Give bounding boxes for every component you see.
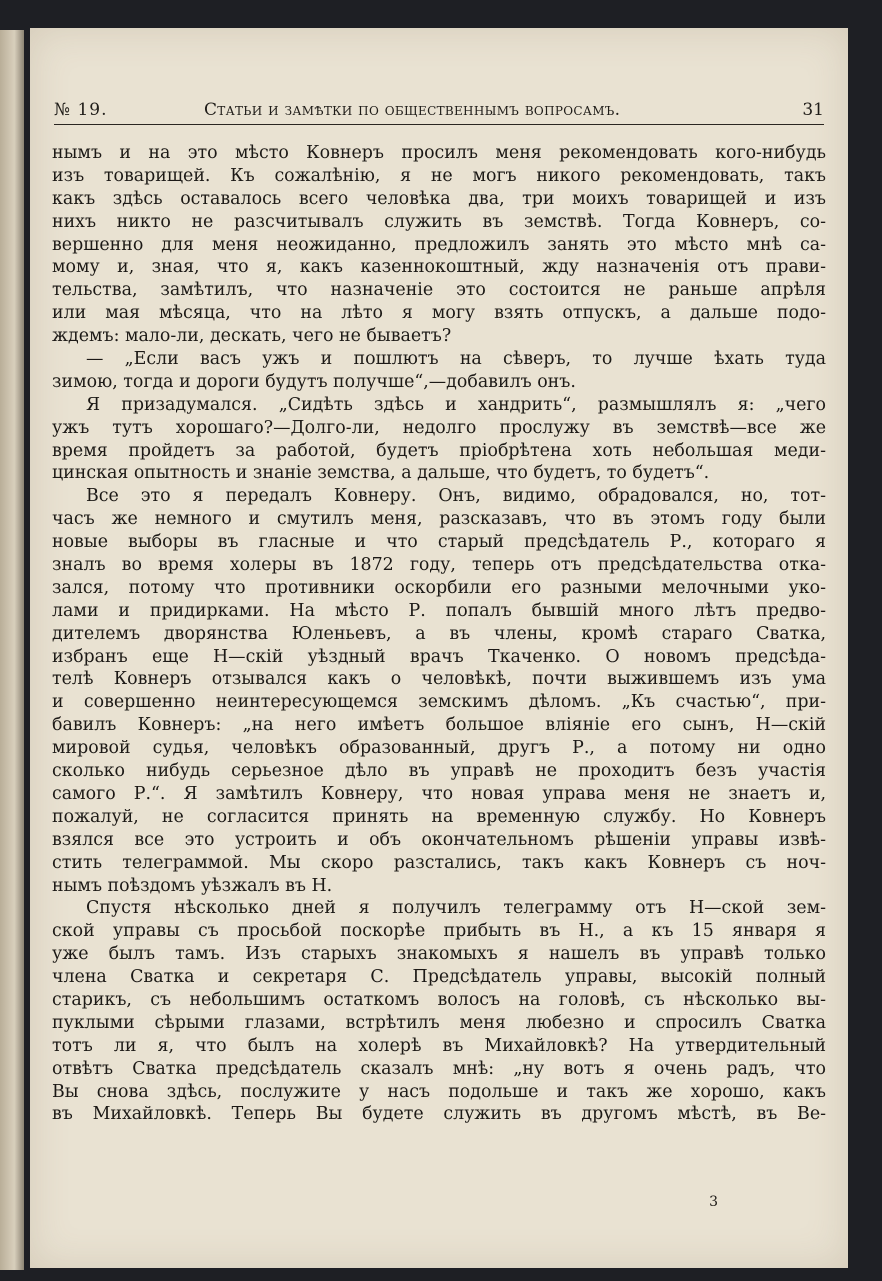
text-line: зался, потому что противники оскорбили его разными мелочными уко-	[52, 577, 826, 598]
text-line: пуклыми сѣрыми глазами, встрѣтилъ меня любезно и спросилъ Сватка	[52, 1012, 826, 1033]
text-line: нихъ никто не разсчитывалъ служить въ земствѣ. Тогда Ковнеръ, со-	[52, 211, 826, 232]
text-line: нымъ и на это мѣсто Ковнеръ просилъ меня рекомендовать кого-нибудь	[52, 143, 826, 163]
text-line: ждемъ: мало-ли, дескать, чего не бываетъ?	[52, 326, 452, 347]
text-line: или мая мѣсяца, что на лѣто я могу взять отпускъ, а дальше подо-	[52, 303, 826, 324]
text-line: и совершенно неинтересующемся земскимъ дѣломъ. „Къ счастью“, при-	[52, 692, 826, 713]
signature-mark: 3	[709, 1194, 718, 1210]
text-line: Вы снова здѣсь, послужите у насъ подольше и такъ же хорошо, какъ	[52, 1081, 826, 1102]
text-line: мому и, зная, что я, какъ казеннокоштный, жду назначенія отъ прави-	[52, 257, 826, 278]
text-line: телѣ Ковнеръ отзывался какъ о человѣкѣ, почти выжившемъ изъ ума	[52, 669, 826, 690]
text-line: мировой судья, человѣкъ образованный, другъ Р., а потому ни одно	[52, 738, 826, 759]
text-line: время пройдетъ за работой, будетъ пріобрѣтена хоть небольшая меди-	[52, 440, 826, 461]
book-page	[30, 28, 848, 1268]
text-line: зналъ во время холеры въ 1872 году, теперь отъ предсѣдательства отка-	[52, 555, 826, 576]
adjacent-page-edge	[0, 30, 24, 1270]
text-line: Все это я передалъ Ковнеру. Онъ, видимо, обрадовался, но, тот-	[86, 486, 826, 507]
text-line: ужъ тутъ хорошаго?—Долго-ли, недолго прослужу въ земствѣ—все же	[52, 417, 826, 438]
issue-number: № 19.	[54, 100, 108, 120]
text-line: сколько нибудь серьезное дѣло въ управѣ не проходитъ безъ участія	[52, 761, 826, 782]
section-title: Статьи и замѣтки по общественнымъ вопросамъ.	[204, 100, 621, 120]
text-line: Я призадумался. „Сидѣть здѣсь и хандрить“, размышлялъ я: „чего	[86, 394, 826, 415]
text-line: вершенно для меня неожиданно, предложилъ занять это мѣсто мнѣ са-	[52, 234, 826, 255]
text-line: взялся все это устроить и объ окончательномъ рѣшеніи управы извѣ-	[52, 829, 826, 850]
text-line: дителемъ дворянства Юленьевъ, а въ члены, кромѣ стараго Сватка,	[52, 623, 826, 644]
text-line: часъ же немного и смутилъ меня, разсказавъ, что въ этомъ году были	[52, 509, 826, 530]
text-line: тельства, замѣтилъ, что назначеніе это состоится не раньше апрѣля	[52, 280, 826, 301]
text-line: нымъ поѣздомъ уѣзжалъ въ Н.	[52, 875, 333, 896]
text-line: пожалуй, не согласится принять на временную службу. Но Ковнеръ	[52, 806, 826, 827]
text-line: зимою, тогда и дороги будутъ получше“,—добавилъ онъ.	[52, 371, 576, 392]
text-line: въ Михайловкѣ. Теперь Вы будете служить въ другомъ мѣстѣ, въ Ве-	[52, 1104, 826, 1125]
header-rule	[54, 124, 824, 125]
text-line: уже былъ тамъ. Изъ старыхъ знакомыхъ я нашелъ въ управѣ только	[52, 944, 826, 965]
page-number: 31	[802, 100, 824, 120]
text-line: ской управы съ просьбой поскорѣе прибыть въ Н., а къ 15 января я	[52, 921, 826, 942]
running-header	[54, 100, 824, 122]
body-text	[52, 142, 826, 1126]
text-line: изъ товарищей. Къ сожалѣнію, я не могъ никого рекомендовать, такъ	[52, 165, 826, 186]
text-line: избранъ еще Н—скій уѣздный врачъ Ткаченко. О новомъ предсѣда-	[52, 646, 826, 667]
text-line: лами и придирками. На мѣсто Р. попалъ бывшій много лѣтъ предво-	[52, 600, 826, 621]
text-line: Спустя нѣсколько дней я получилъ телеграмму отъ Н—ской зем-	[86, 898, 826, 919]
text-line: самого Р.“. Я замѣтилъ Ковнеру, что новая управа меня не знаетъ и,	[52, 783, 826, 804]
text-line: отвѣтъ Сватка предсѣдатель сказалъ мнѣ: „ну вотъ я очень радъ, что	[52, 1058, 826, 1079]
text-line: стить телеграммой. Мы скоро разстались, такъ какъ Ковнеръ съ ноч-	[52, 852, 826, 873]
text-line: какъ здѣсь оставалось всего человѣка два, три моихъ товарищей и изъ	[52, 188, 826, 209]
text-line: члена Сватка и секретаря С. Предсѣдатель управы, высокій полный	[52, 967, 826, 988]
text-line: цинская опытность и знаніе земства, а дальше, что будетъ, то будетъ“.	[52, 463, 710, 484]
text-line: — „Если васъ ужъ и пошлютъ на сѣверъ, то лучше ѣхать туда	[86, 349, 826, 370]
text-line: бавилъ Ковнеръ: „на него имѣетъ большое вліяніе его сынъ, Н—скій	[52, 715, 826, 736]
text-line: старикъ, съ небольшимъ остаткомъ волосъ на головѣ, съ нѣсколько вы-	[52, 989, 826, 1010]
text-line: тотъ ли я, что былъ на холерѣ въ Михайловкѣ? На утвердительный	[52, 1035, 826, 1056]
text-line: новые выборы въ гласные и что старый предсѣдатель Р., котораго я	[52, 532, 826, 553]
